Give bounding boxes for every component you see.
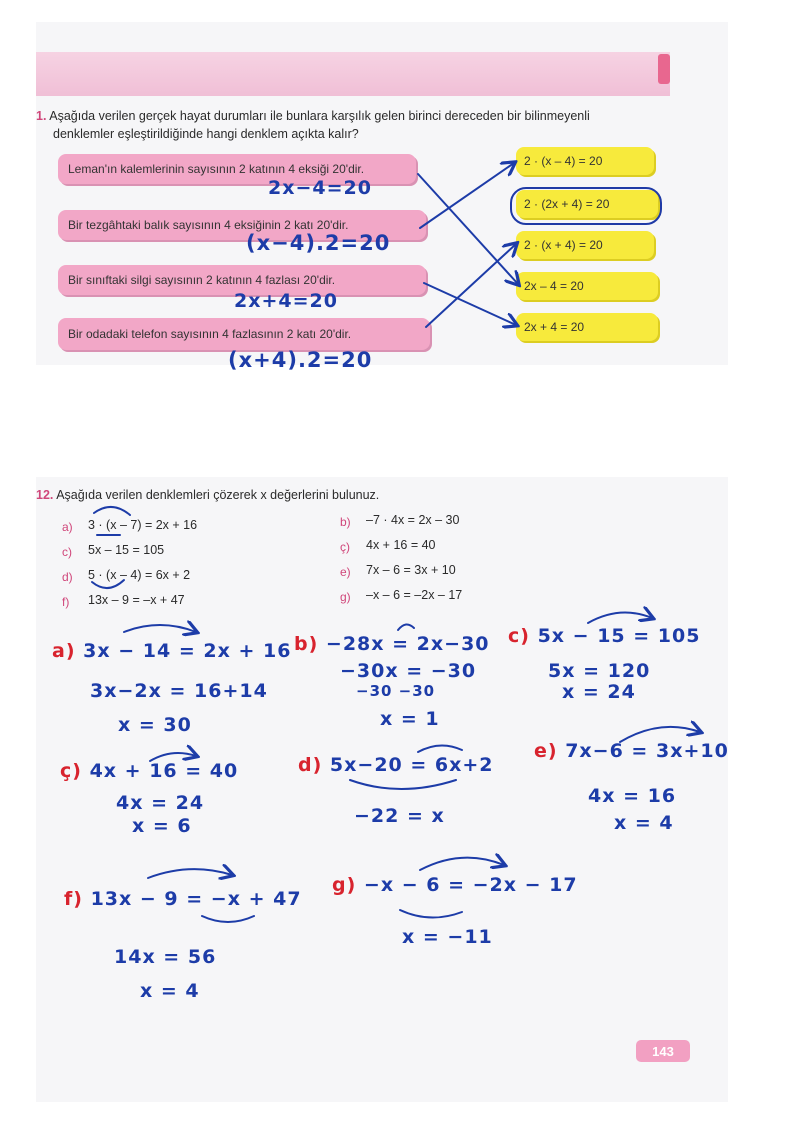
- mark-d-bracket: [92, 580, 124, 588]
- question-12-number: 12.: [36, 488, 54, 502]
- mark-b-arrow: [398, 624, 414, 630]
- match-arrow-4: [426, 244, 516, 327]
- sol-c-line3: x = 24: [562, 681, 636, 703]
- sol-e-line3: x = 4: [614, 812, 674, 834]
- mark-g-arrow2: [400, 910, 462, 918]
- mark-f-arrow2: [202, 916, 254, 922]
- sol-cc-line3: x = 6: [132, 815, 192, 837]
- eq-g: –x – 6 = –2x – 17: [366, 588, 463, 602]
- sol-f-eq: 13x − 9 = −x + 47: [90, 888, 302, 910]
- eq-c: 5x – 15 = 105: [88, 543, 165, 557]
- sol-d-eq: 5x−20 = 6x+2: [329, 754, 494, 776]
- statement-4: Bir odadaki telefon sayısının 4 fazlasının 2 katı 20'dir.: [58, 318, 430, 350]
- page-number: 143: [636, 1040, 690, 1062]
- sol-c-line2: 5x = 120: [548, 660, 651, 682]
- question-1-number: 1.: [36, 109, 47, 123]
- mark-g-arrow1: [420, 858, 504, 870]
- sol-b-label: b): [294, 633, 319, 655]
- sol-b-line2: −30x = −30: [340, 660, 477, 682]
- equation-2: 2 · (2x + 4) = 20: [516, 190, 658, 218]
- equation-1: 2 · (x – 4) = 20: [516, 147, 654, 175]
- sol-d-label: d): [298, 754, 323, 776]
- handwritten-eq-1: 2x−4=20: [268, 177, 372, 199]
- eq-e: 7x – 6 = 3x + 10: [366, 563, 456, 577]
- eq-g-label: g): [340, 590, 351, 604]
- sol-g-line2: x = −11: [402, 926, 493, 948]
- sol-d-line2: −22 = x: [354, 805, 445, 827]
- match-arrow-2: [420, 163, 514, 228]
- eq-b-label: b): [340, 515, 351, 529]
- eq-c-label: c): [62, 545, 72, 559]
- eq-a: 3 · (x – 7) = 2x + 16: [88, 518, 198, 532]
- sol-b-line2b: −30 −30: [356, 682, 436, 700]
- equation-4: 2x – 4 = 20: [516, 272, 658, 300]
- eq-cc-label: ç): [340, 540, 350, 554]
- sol-cc-line2: 4x = 24: [116, 792, 205, 814]
- sol-f-line3: x = 4: [140, 980, 200, 1002]
- sol-b-line3: x = 1: [380, 708, 440, 730]
- statement-3: Bir sınıftaki silgi sayısının 2 katının 4 fazlası 20'dir.: [58, 265, 426, 295]
- mark-c-arrow: [588, 613, 652, 623]
- eq-f-label: f): [62, 595, 70, 609]
- sol-g-label: g): [332, 874, 357, 896]
- match-arrow-1: [418, 174, 518, 284]
- eq-cc: 4x + 16 = 40: [366, 538, 436, 552]
- question-1-line2: denklemler eşleştirildiğinde hangi denklem açıkta kalır?: [53, 127, 359, 141]
- sol-b-eq: −28x = 2x−30: [325, 633, 490, 655]
- eq-d-label: d): [62, 570, 73, 584]
- eq-e-label: e): [340, 565, 351, 579]
- handwritten-eq-3: 2x+4=20: [234, 290, 338, 312]
- sol-c-eq: 5x − 15 = 105: [537, 625, 701, 647]
- sol-a-eq: 3x − 14 = 2x + 16: [83, 640, 292, 662]
- sol-a-label: a): [52, 640, 76, 662]
- handwritten-eq-4: (x+4).2=20: [228, 348, 373, 372]
- question-1-text1: Aşağıda verilen gerçek hayat durumları ile bunlara karşılık gelen birinci dereceden bir bilinmeyenli: [49, 109, 590, 123]
- sol-a-line2: 3x−2x = 16+14: [90, 680, 268, 702]
- sol-a-line3: x = 30: [118, 714, 192, 736]
- sol-g-eq: −x − 6 = −2x − 17: [363, 874, 578, 896]
- eq-b: –7 · 4x = 2x – 30: [366, 513, 460, 527]
- handwritten-eq-2: (x−4).2=20: [246, 231, 391, 255]
- sol-c-label: c): [508, 625, 530, 647]
- sol-e-label: e): [534, 740, 558, 762]
- sol-f-line2: 14x = 56: [114, 946, 217, 968]
- mark-cc-arrow: [150, 753, 196, 761]
- question-12-text: Aşağıda verilen denklemleri çözerek x değerlerini bulunuz.: [56, 488, 380, 502]
- sol-e-line2: 4x = 16: [588, 785, 677, 807]
- eq-f: 13x – 9 = –x + 47: [88, 593, 185, 607]
- eq-a-label: a): [62, 520, 73, 534]
- sol-cc-eq: 4x + 16 = 40: [89, 760, 239, 782]
- match-arrow-3: [424, 283, 516, 325]
- sol-cc-label: ç): [60, 760, 82, 782]
- mark-a-arrow: [124, 625, 196, 632]
- mark-a-bracket: [94, 507, 130, 515]
- mark-f-arrow1: [148, 869, 232, 878]
- equation-3: 2 · (x + 4) = 20: [516, 231, 654, 259]
- eq-d: 5 · (x – 4) = 6x + 2: [88, 568, 191, 582]
- statement-2: Bir tezgâhtaki balık sayısının 4 eksiğinin 2 katı 20'dir.: [58, 210, 426, 240]
- mark-e-arrow: [620, 727, 700, 742]
- mark-d-under: [350, 780, 456, 789]
- sol-e-eq: 7x−6 = 3x+10: [565, 740, 729, 762]
- equation-5: 2x + 4 = 20: [516, 313, 658, 341]
- statement-1: Leman'ın kalemlerinin sayısının 2 katının 4 eksiği 20'dir.: [58, 154, 416, 184]
- sol-f-label: f): [64, 888, 83, 910]
- mark-d-arrow: [418, 745, 462, 752]
